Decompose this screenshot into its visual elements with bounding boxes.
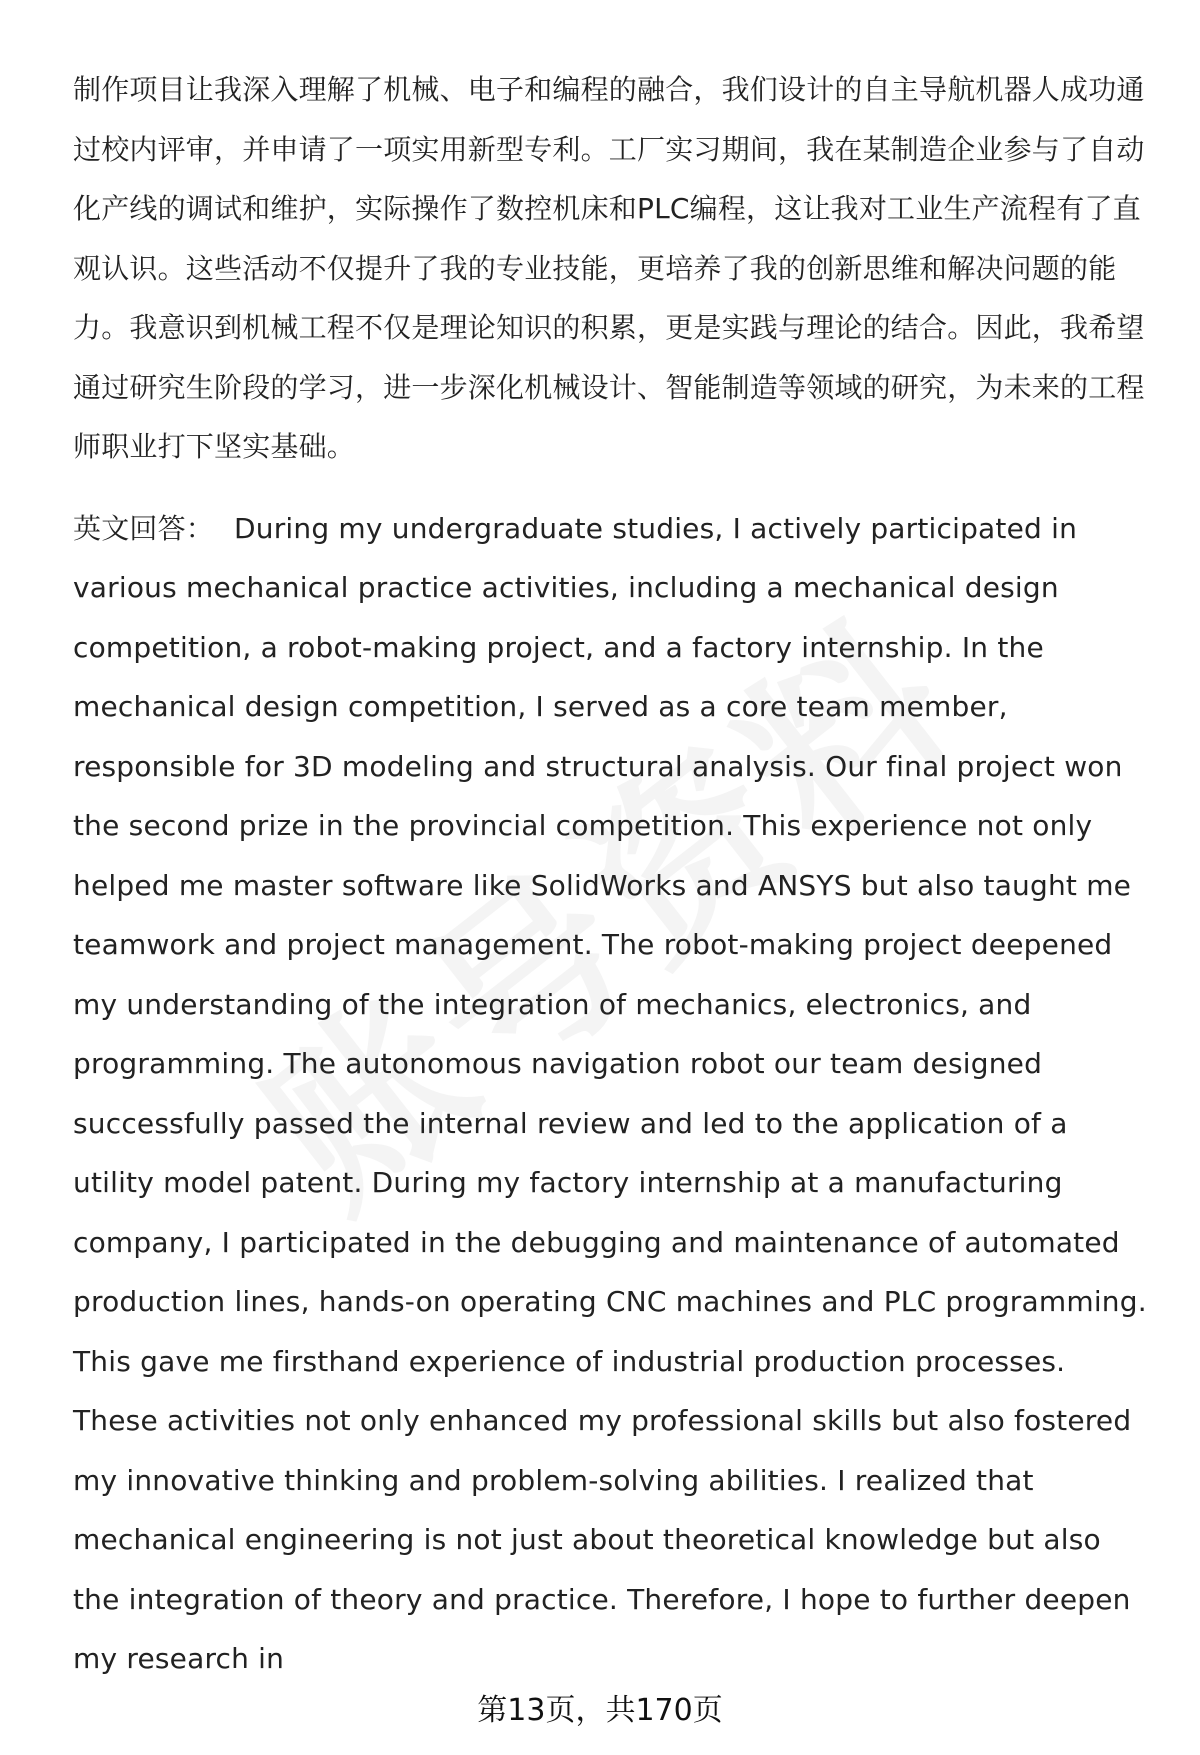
english-answer-label: 英文回答： [73, 511, 215, 545]
page-number-footer: 第13页，共170页 [477, 1693, 723, 1728]
english-answer-paragraph [73, 499, 1153, 1689]
chinese-answer-paragraph: 制作项目让我深入理解了机械、电子和编程的融合，我们设计的自主导航机器人成功通过校内评审，并申请了一项实用新型专利。工厂实习期间，我在某制造企业参与了自动化产线的调试和维护，实际操作了数控机床和PLC编程，这让我对工业生产流程有了直观认识。这些活动不仅提升了我的专业技能，更培养了我的创新思维和解决问题的能力。我意识到机械工程不仅是理论知识的积累，更是实践与理论的结合。因此，我希望通过研究生阶段的学习，进一步深化机械设计、智能制造等领域的研究，为未来的工程师职业打下坚实基础。 [73, 73, 1145, 463]
document-body [73, 60, 1153, 1689]
english-answer-text: During my undergraduate studies, I actively participated in various mechanical practice activities, including a mechanical design competition, a robot-making project, and a factory internship. In the mechanical design competition, I served as a core team member, responsible for 3D modeling and structural analysis. Our final project won the second prize in the provincial competition. This experience not only helped me master software like SolidWorks and ANSYS but also taught me teamwork and project management. The robot-making project deepened my understanding of the integration of mechanics, electronics, and programming. The autonomous navigation robot our team designed successfully passed the internal review and led to the application of a utility model patent. During my factory internship at a manufacturing company, I participated in the debugging and maintenance of automated production lines, hands-on operating CNC machines and PLC programming. This gave me firsthand experience of industrial production processes. These activities not only enhanced my professional skills but also fostered my innovative thinking and problem-solving abilities. I realized that mechanical engineering is not just about theoretical knowledge but also the integration of theory and practice. Therefore, I hope to further deepen my research in [73, 511, 1147, 1675]
